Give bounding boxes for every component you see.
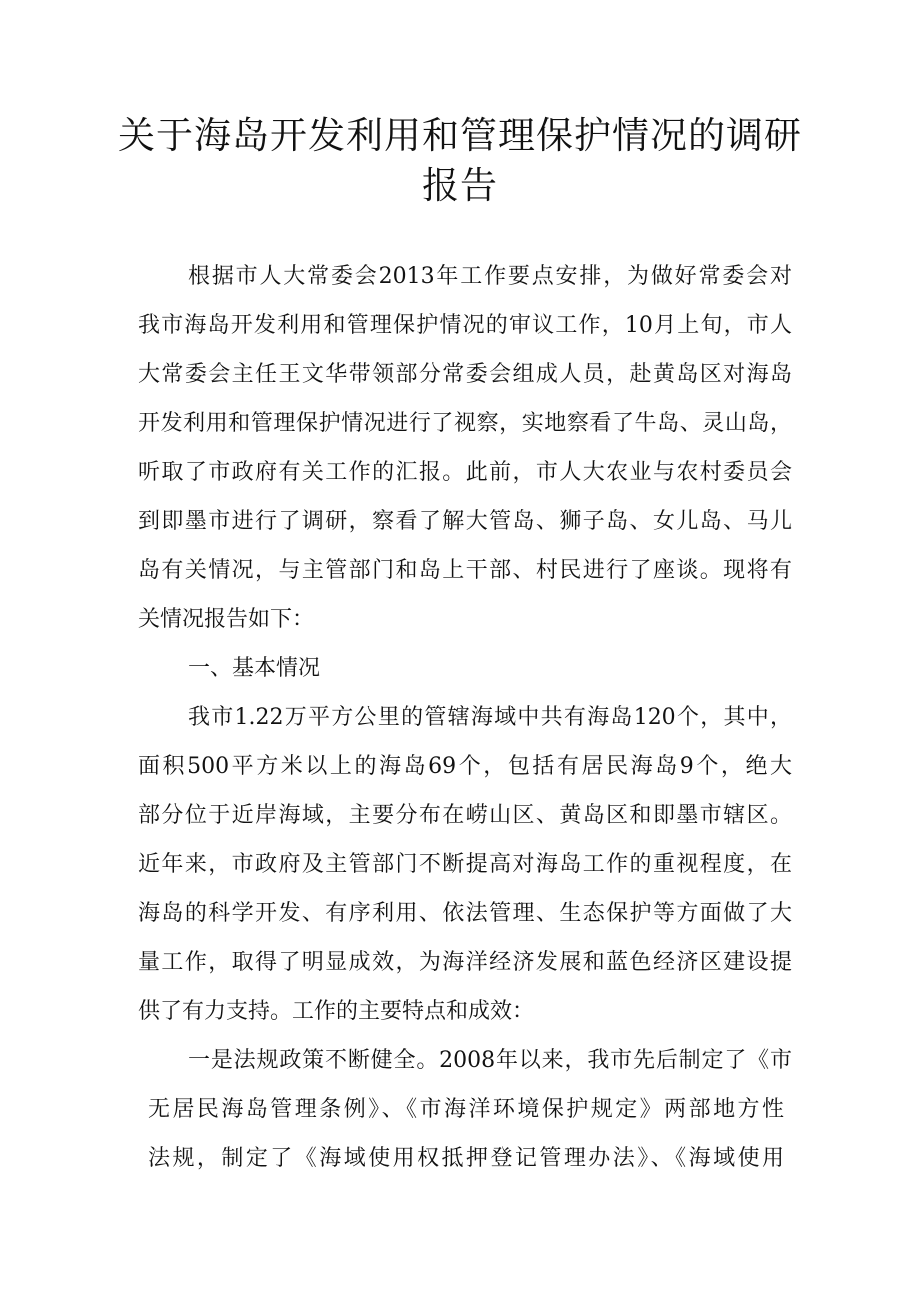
paragraph-line: 近年来，市政府及主管部门不断提高对海岛工作的重视程度，在 — [138, 852, 792, 877]
paragraph-line: 岛有关情况，与主管部门和岛上干部、村民进行了座谈。现将有 — [138, 558, 792, 583]
section-heading: 一、基本情况 — [188, 656, 321, 681]
paragraph-line: 开发利用和管理保护情况进行了视察，实地察看了牛岛、灵山岛， — [138, 411, 792, 436]
paragraph-line: 无居民海岛管理条例》、《市海洋环境保护规定》两部地方性 — [148, 1097, 784, 1122]
paragraph-line: 关情况报告如下： — [138, 607, 315, 632]
paragraph-line: 大常委会主任王文华带领部分常委会组成人员，赴黄岛区对海岛 — [138, 362, 792, 387]
paragraph-line: 供了有力支持。工作的主要特点和成效： — [138, 999, 535, 1024]
paragraph-line: 到即墨市进行了调研，察看了解大管岛、狮子岛、女儿岛、马儿 — [138, 509, 792, 534]
paragraph-line: 我市1.22万平方公里的管辖海域中共有海岛120个，其中， — [188, 705, 792, 730]
document-title-line-2: 报告 — [422, 164, 498, 207]
paragraph-line: 听取了市政府有关工作的汇报。此前，市人大农业与农村委员会 — [138, 460, 792, 485]
paragraph-line: 部分位于近岸海域，主要分布在崂山区、黄岛区和即墨市辖区。 — [138, 803, 792, 828]
document-title-line-1: 关于海岛开发利用和管理保护情况的调研 — [118, 114, 802, 157]
paragraph-line: 面积500平方米以上的海岛69个，包括有居民海岛9个，绝大 — [138, 754, 792, 779]
paragraph-line: 海岛的科学开发、有序利用、依法管理、生态保护等方面做了大 — [138, 901, 792, 926]
paragraph-line: 量工作，取得了明显成效，为海洋经济发展和蓝色经济区建设提 — [138, 950, 792, 975]
paragraph-line: 一是法规政策不断健全。2008年以来，我市先后制定了《市 — [188, 1048, 792, 1073]
paragraph-line: 法规，制定了《海域使用权抵押登记管理办法》、《海域使用 — [148, 1146, 784, 1171]
paragraph-line: 我市海岛开发利用和管理保护情况的审议工作，10月上旬，市人 — [138, 313, 792, 338]
paragraph-line: 根据市人大常委会2013年工作要点安排，为做好常委会对 — [188, 264, 792, 289]
